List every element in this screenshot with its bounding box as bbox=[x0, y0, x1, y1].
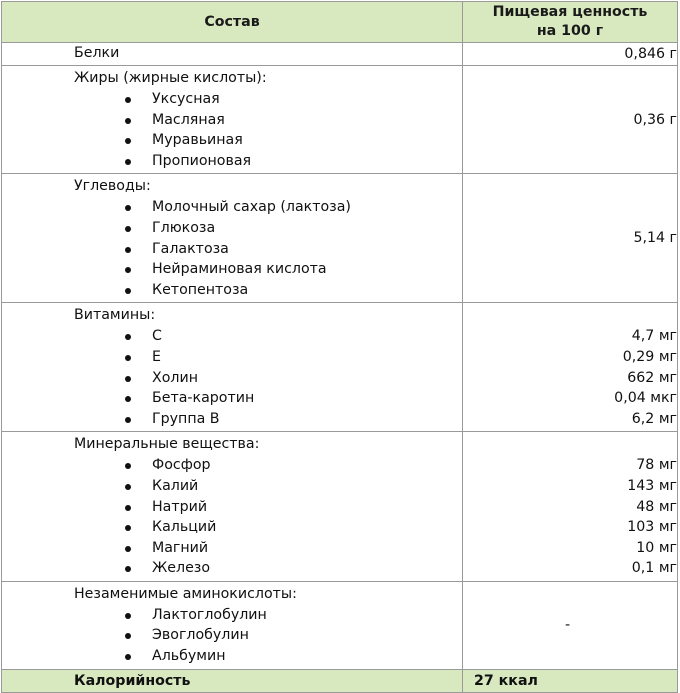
value-cell bbox=[463, 432, 678, 582]
composition-cell bbox=[2, 432, 463, 582]
table-row-vitamins bbox=[2, 303, 678, 432]
value-item: 0,1 мг bbox=[631, 560, 677, 577]
composition-cell bbox=[2, 43, 463, 66]
row-label: Белки bbox=[74, 45, 120, 61]
calories-label: Калорийность bbox=[2, 669, 463, 692]
composition-cell bbox=[2, 303, 463, 432]
value-item: 78 мг bbox=[636, 457, 677, 474]
list-item: Кальций bbox=[2, 517, 462, 538]
list-item: Молочный сахар (лактоза) bbox=[2, 197, 462, 218]
list-item: Альбумин bbox=[2, 646, 462, 667]
header-composition: Состав bbox=[2, 2, 463, 43]
table-row-carbohydrates bbox=[2, 174, 678, 303]
value-item: 6,2 мг bbox=[631, 410, 677, 427]
list-item: Галактоза bbox=[2, 239, 462, 260]
value-cell bbox=[463, 303, 678, 432]
list-item: Глюкоза bbox=[2, 218, 462, 239]
value-cell: 0,846 г bbox=[463, 43, 678, 66]
nutrition-table bbox=[1, 1, 678, 693]
table-footer-row bbox=[2, 669, 678, 692]
header-nutrition-value: Пищевая ценность на 100 г bbox=[463, 2, 678, 43]
list-item: Пропионовая bbox=[2, 151, 462, 172]
value-cell: 5,14 г bbox=[463, 174, 678, 303]
list-item: Муравьиная bbox=[2, 130, 462, 151]
list-item: Калий bbox=[2, 476, 462, 497]
value-cell: - bbox=[463, 581, 678, 669]
table-row-proteins bbox=[2, 43, 678, 66]
composition-cell bbox=[2, 174, 463, 303]
value-item: 4,7 мг bbox=[631, 328, 677, 345]
list-item: Натрий bbox=[2, 497, 462, 518]
row-label: Углеводы: bbox=[74, 178, 151, 195]
list-item: Масляная bbox=[2, 110, 462, 131]
list-item: Магний bbox=[2, 538, 462, 559]
list-item: Группа В bbox=[2, 409, 462, 430]
list-item: Холин bbox=[2, 368, 462, 389]
table-header-row bbox=[2, 2, 678, 43]
list-item: Лактоглобулин bbox=[2, 605, 462, 626]
value-item: 662 мг bbox=[627, 369, 677, 386]
value-item: 48 мг bbox=[636, 498, 677, 515]
row-label: Незаменимые аминокислоты: bbox=[74, 585, 297, 602]
table-row-amino-acids bbox=[2, 581, 678, 669]
table-row-fats bbox=[2, 66, 678, 174]
value-item: 0,29 мг bbox=[622, 348, 677, 365]
list-item: С bbox=[2, 326, 462, 347]
list-item: Бета-каротин bbox=[2, 388, 462, 409]
calories-value: 27 ккал bbox=[463, 669, 678, 692]
composition-cell bbox=[2, 581, 463, 669]
value-cell: 0,36 г bbox=[463, 66, 678, 174]
list-item: Нейраминовая кислота bbox=[2, 259, 462, 280]
list-item: Кетопентоза bbox=[2, 280, 462, 301]
composition-cell bbox=[2, 66, 463, 174]
list-item: Е bbox=[2, 347, 462, 368]
row-label: Жиры (жирные кислоты): bbox=[74, 70, 267, 86]
list-item: Эвоглобулин bbox=[2, 625, 462, 646]
value-item: 10 мг bbox=[636, 539, 677, 556]
value-item: 0,04 мкг bbox=[614, 390, 677, 407]
list-item: Фосфор bbox=[2, 455, 462, 476]
table-row-minerals bbox=[2, 432, 678, 582]
value-item: 103 мг bbox=[627, 519, 677, 536]
list-item: Уксусная bbox=[2, 89, 462, 110]
value-item: 143 мг bbox=[627, 477, 677, 494]
row-label: Витамины: bbox=[74, 307, 156, 324]
row-label: Минеральные вещества: bbox=[74, 436, 260, 453]
list-item: Железо bbox=[2, 558, 462, 579]
